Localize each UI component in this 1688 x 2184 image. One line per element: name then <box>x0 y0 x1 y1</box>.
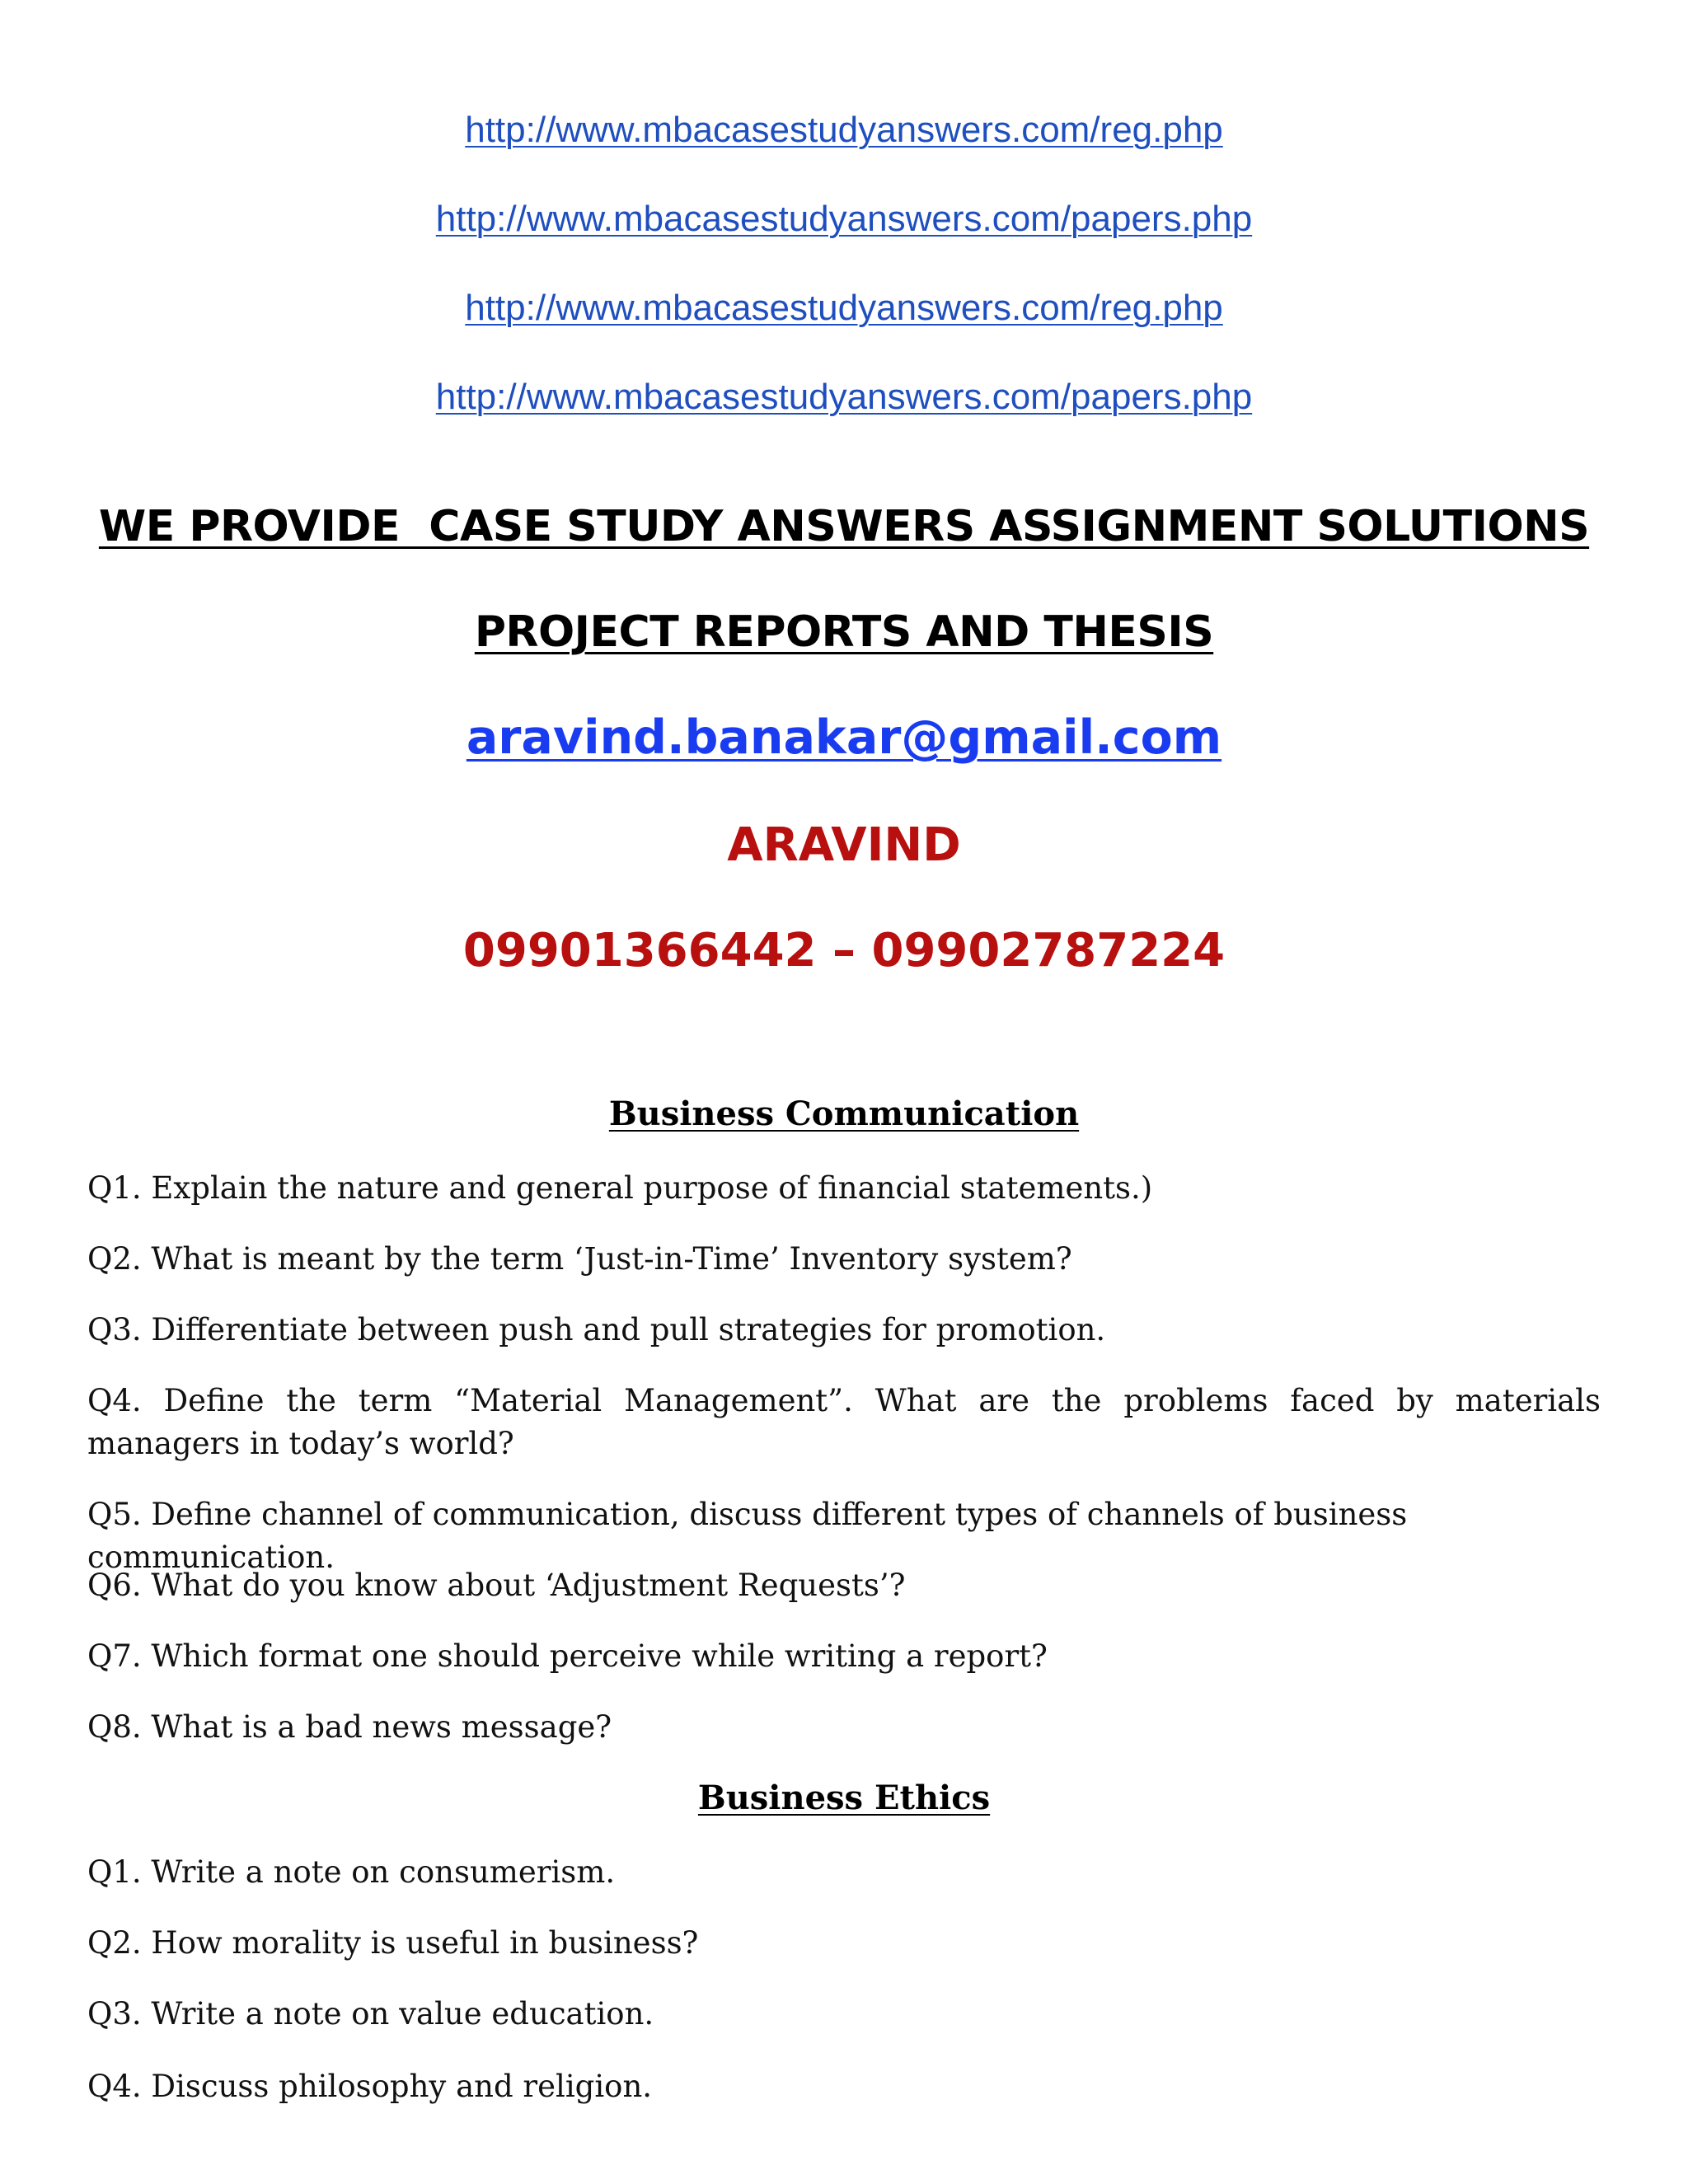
contact-email-link[interactable]: aravind.banakar@gmail.com <box>466 710 1222 765</box>
question-ethics-4: Q4. Discuss philosophy and religion. <box>87 2069 653 2104</box>
question-comm-2: Q2. What is meant by the term ‘Just-in-Time’ Inventory system? <box>87 1241 1072 1277</box>
question-comm-8: Q8. What is a bad news message? <box>87 1709 612 1745</box>
question-ethics-1: Q1. Write a note on consumerism. <box>87 1854 616 1890</box>
question-comm-6: Q6. What do you know about ‘Adjustment Requests’? <box>87 1568 906 1603</box>
question-comm-1: Q1. Explain the nature and general purpose of financial statements.) <box>87 1170 1153 1206</box>
section-title-business-communication: Business Communication <box>608 1094 1080 1133</box>
link-papers-2[interactable]: http://www.mbacasestudyanswers.com/papers.php <box>435 377 1253 417</box>
section-title-business-ethics: Business Ethics <box>697 1779 991 1817</box>
link-list <box>0 109 1688 465</box>
contact-name: ARAVIND <box>727 818 961 872</box>
contact-phone: 09901366442 – 09902787224 <box>462 924 1226 977</box>
question-comm-3: Q3. Differentiate between push and pull strategies for promotion. <box>87 1312 1106 1347</box>
link-reg-2[interactable]: http://www.mbacasestudyanswers.com/reg.php <box>465 288 1223 328</box>
link-papers-1[interactable]: http://www.mbacasestudyanswers.com/papers.php <box>435 199 1253 239</box>
question-comm-5: Q5. Define channel of communication, discuss different types of channels of business communication. <box>87 1497 1408 1575</box>
banner-headline-line1: WE PROVIDE CASE STUDY ANSWERS ASSIGNMENT SOLUTIONS <box>98 502 1590 551</box>
question-ethics-3: Q3. Write a note on value education. <box>87 1996 654 2032</box>
question-comm-4: Q4. Define the term “Material Management”. What are the problems faced by materials managers in today’s world? <box>87 1383 1601 1461</box>
banner-headline-line2: PROJECT REPORTS AND THESIS <box>474 607 1214 657</box>
question-comm-7: Q7. Which format one should perceive while writing a report? <box>87 1638 1048 1674</box>
link-reg-1[interactable]: http://www.mbacasestudyanswers.com/reg.php <box>465 110 1223 150</box>
question-ethics-2: Q2. How morality is useful in business? <box>87 1925 699 1961</box>
